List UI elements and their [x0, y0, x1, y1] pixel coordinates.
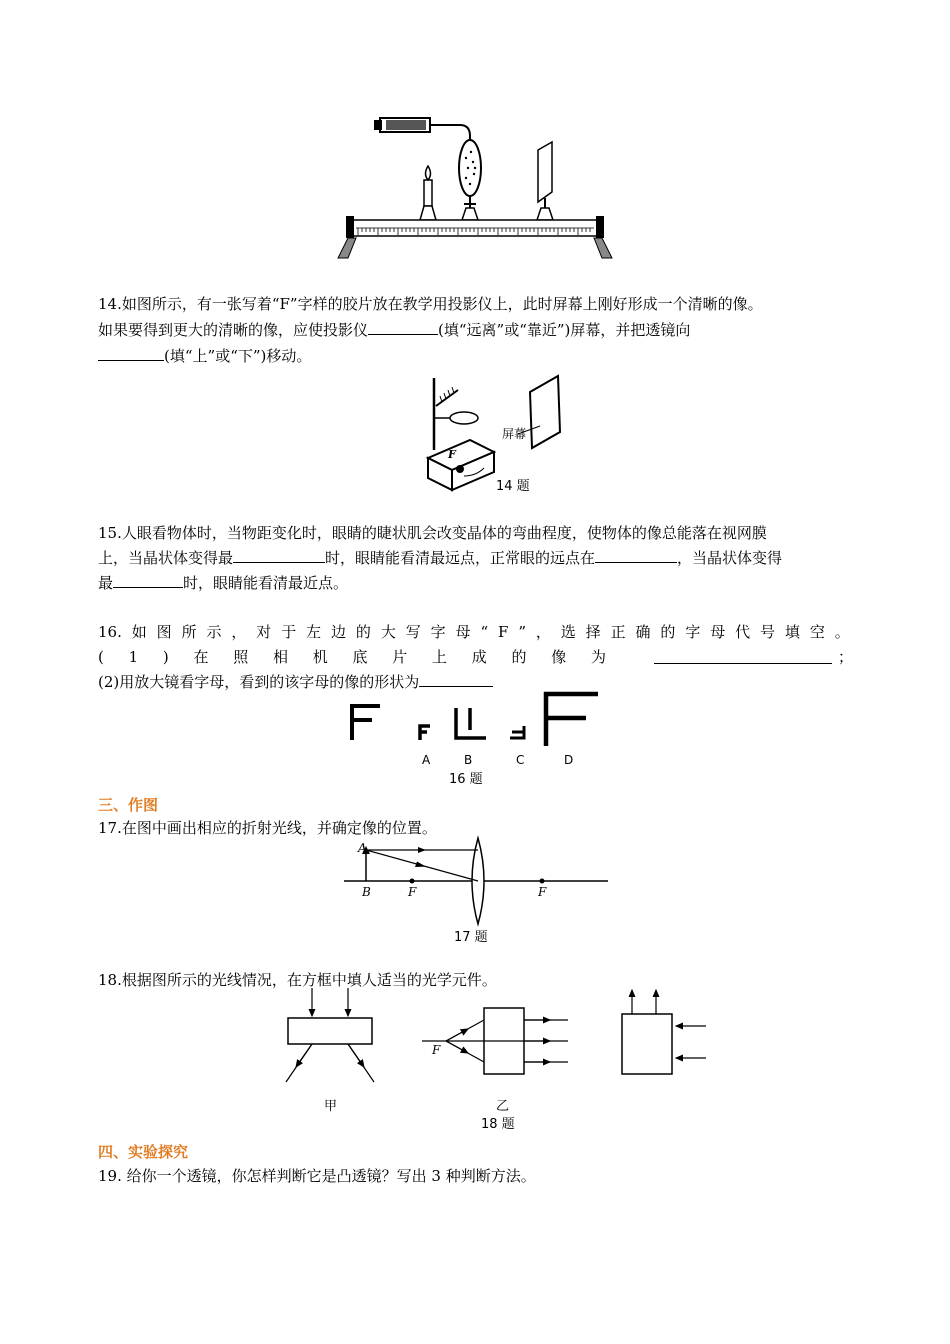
focus-left-label: F: [408, 885, 417, 899]
line1-char: 对: [256, 623, 272, 641]
q16-line3-text: (2)用放大镜看字母，看到的该字母的像的形状为: [98, 673, 420, 691]
line1-char: 空: [809, 623, 825, 641]
line1-char: 边: [331, 623, 347, 641]
line1-char: 母: [710, 623, 726, 641]
q16-line2-end: ；: [838, 648, 854, 666]
q15-line2-text-a: 上，当晶状体变得最: [98, 549, 234, 567]
point-b-label: B: [362, 885, 371, 899]
line2-char: 的: [511, 648, 527, 666]
q15-line3-text-b: 时，眼睛能看清最近点。: [183, 574, 349, 592]
q15-blank-1[interactable]: [233, 548, 325, 563]
line2-char: 像: [551, 648, 567, 666]
projector-film-letter: F: [448, 448, 456, 461]
line1-char: ，: [535, 623, 551, 641]
q16-line2-chars: [98, 647, 606, 667]
letter-f-figure: [346, 690, 606, 770]
q14-line2-text-a: 如果要得到更大的清晰的像，应使投影仪: [98, 321, 369, 339]
line1-char: 的: [355, 623, 371, 641]
fig14-caption: 14 题: [496, 479, 530, 494]
q14-line1: 14.如图所示，有一张写着“F”字样的胶片放在教学用投影仪上，此时屏幕上刚好形成一个清晰的像。: [98, 295, 763, 313]
line1-char: 图: [156, 623, 172, 641]
line1-char: 于: [281, 623, 297, 641]
line1-char: ”: [518, 623, 526, 641]
q14-line2-text-b: (填“远离”或“靠近”)屏幕，并把透镜向: [438, 321, 691, 339]
line1-char: 号: [760, 623, 776, 641]
line1-char: 字: [685, 623, 701, 641]
q16-line1: [98, 622, 850, 642]
label-jia: 甲: [324, 1099, 338, 1114]
focus-right-label: F: [538, 885, 547, 899]
line1-char: “: [480, 623, 489, 641]
line1-char: 母: [455, 623, 471, 641]
option-d-label: D: [564, 753, 574, 767]
q16-blank-2[interactable]: [419, 672, 493, 687]
q14-blank-1[interactable]: [368, 320, 438, 335]
line2-char: 在: [193, 648, 209, 666]
projector-figure: [418, 372, 588, 492]
line2-char: (: [98, 648, 104, 666]
point-a-label: A: [358, 841, 367, 855]
fig18-caption: 18 题: [481, 1117, 515, 1132]
q14-blank-2[interactable]: [98, 346, 164, 361]
q15-line2: [98, 548, 782, 568]
line1-char: 字: [430, 623, 446, 641]
option-a-label: A: [422, 753, 431, 767]
fig16-caption: 16 题: [449, 772, 483, 787]
q14-line3-text: (填“上”或“下”)移动。: [164, 347, 312, 365]
line1-char: 填: [784, 623, 800, 641]
line2-char: 为: [590, 648, 606, 666]
line1-char: 如: [131, 623, 147, 641]
line1-char: 代: [735, 623, 751, 641]
line2-char: 照: [233, 648, 249, 666]
fig17-caption: 17 题: [454, 930, 488, 945]
optical-element-boxes-figure: [278, 984, 718, 1134]
option-b-label: B: [464, 753, 473, 767]
convex-lens-ray-figure: [344, 836, 608, 926]
line1-char: F: [498, 623, 509, 641]
line2-char: 底: [352, 648, 368, 666]
line2-char: 1: [128, 648, 139, 666]
line1-char: 的: [660, 623, 676, 641]
line1-char: 写: [405, 623, 421, 641]
q14-line3: [98, 346, 311, 366]
line1-char: ，: [231, 623, 247, 641]
line1-char: 。: [834, 623, 850, 641]
q14-line2: [98, 320, 858, 340]
q15-line2-text-c: ，当晶状体变得: [677, 549, 783, 567]
q16-blank-1[interactable]: [654, 649, 832, 664]
line1-char: 所: [181, 623, 197, 641]
optical-bench-figure: [330, 108, 620, 268]
q16-line3: [98, 672, 493, 692]
q15-line3: [98, 573, 348, 593]
q18-text: 18.根据图所示的光线情况，在方框中填人适当的光学元件。: [98, 971, 497, 989]
section-3-title: 三、作图: [98, 796, 159, 814]
line1-char: 确: [635, 623, 651, 641]
q15-line2-text-b: 时，眼睛能看清最远点，正常眼的远点在: [325, 549, 596, 567]
line2-char: 上: [431, 648, 447, 666]
q15-blank-3[interactable]: [113, 573, 183, 588]
line1-char: 择: [585, 623, 601, 641]
q19-text: 19. 给你一个透镜，你怎样判断它是凸透镜？写出 3 种判断方法。: [98, 1167, 536, 1185]
line1-char: 16.: [98, 623, 122, 641]
line2-char: 相: [272, 648, 288, 666]
label-f: F: [432, 1043, 441, 1057]
line1-char: 大: [380, 623, 396, 641]
q17-text: 17.在图中画出相应的折射光线，并确定像的位置。: [98, 819, 437, 837]
line2-char: 成: [471, 648, 487, 666]
line1-char: 选: [560, 623, 576, 641]
q15-line1: 15.人眼看物体时，当物距变化时，眼睛的睫状肌会改变晶体的弯曲程度，使物体的像总能落在视网膜: [98, 524, 767, 542]
line1-char: 正: [610, 623, 626, 641]
section-4-title: 四、实验探究: [98, 1143, 189, 1161]
q15-blank-2[interactable]: [595, 548, 677, 563]
line1-char: 示: [206, 623, 222, 641]
screen-label: 屏幕: [502, 427, 527, 441]
line2-char: 片: [392, 648, 408, 666]
line2-char: 机: [312, 648, 328, 666]
line1-char: 左: [306, 623, 322, 641]
q15-line3-text-a: 最: [98, 574, 114, 592]
label-yi: 乙: [496, 1099, 510, 1114]
option-c-label: C: [516, 753, 525, 767]
line2-char: ): [162, 648, 169, 666]
